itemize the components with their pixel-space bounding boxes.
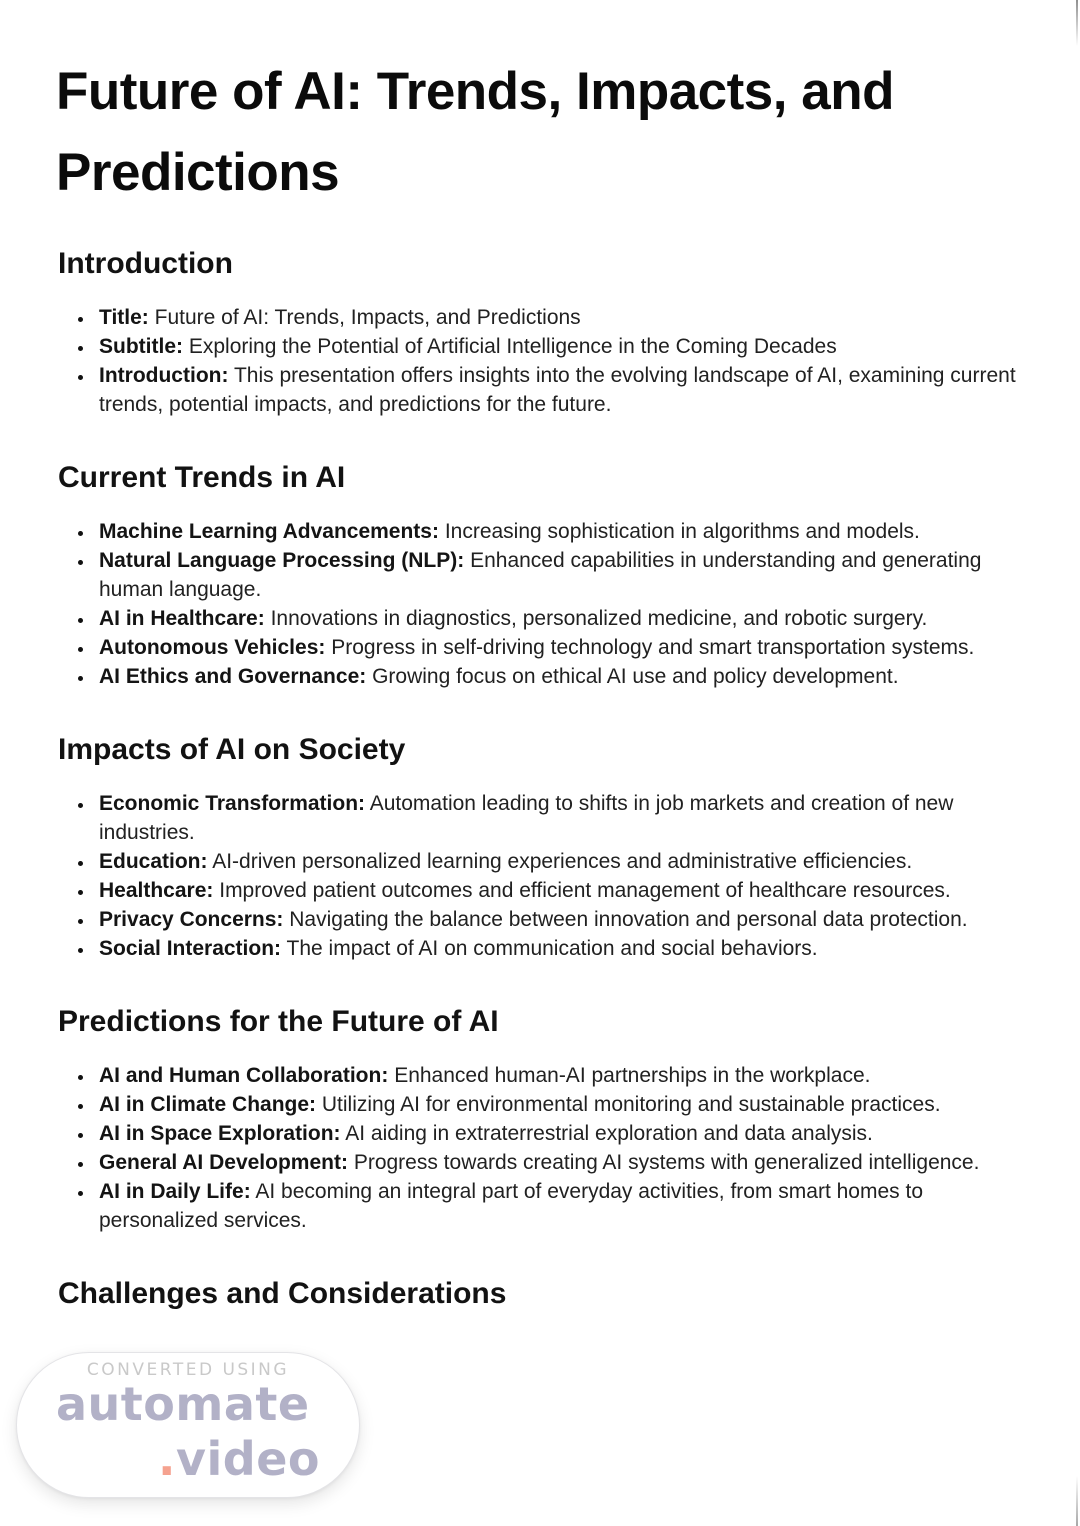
bullet-item (95, 847, 1024, 876)
bullet-text: Navigating the balance between innovation and personal data protection. (289, 908, 968, 932)
bullet-label: Subtitle: (99, 335, 183, 359)
watermark-brand-logo (56, 1377, 320, 1487)
watermark-brand-video-text: video (176, 1432, 320, 1486)
bullet-item (95, 1177, 1024, 1235)
bullet-text: Progress in self-driving technology and smart transportation systems. (331, 636, 975, 660)
watermark-brand-automate: automate (56, 1377, 310, 1431)
bullet-item (95, 332, 1024, 361)
bullet-item (95, 1148, 1024, 1177)
bullet-list-introduction (56, 303, 1024, 419)
bullet-label: Education: (99, 850, 208, 874)
bullet-item (95, 546, 1024, 604)
bullet-item (95, 604, 1024, 633)
bullet-item (95, 662, 1024, 691)
bullet-label: AI in Healthcare: (99, 607, 265, 631)
bullet-label: Introduction: (99, 364, 229, 388)
bullet-text: Automation leading to shifts in job markets and creation of new industries. (99, 792, 954, 845)
bullet-text: The impact of AI on communication and social behaviors. (286, 937, 818, 961)
bullet-item (95, 905, 1024, 934)
bullet-text: Exploring the Potential of Artificial Intelligence in the Coming Decades (188, 335, 837, 359)
section-current-trends (56, 461, 1024, 691)
scrollbar-fragment-bottom[interactable] (1076, 1476, 1078, 1526)
bullet-label: AI in Space Exploration: (99, 1122, 341, 1146)
bullet-text: Enhanced human-AI partnerships in the workplace. (394, 1064, 871, 1088)
bullet-label: AI in Daily Life: (99, 1180, 251, 1204)
bullet-list-impacts (56, 789, 1024, 963)
bullet-item (95, 361, 1024, 419)
bullet-text: AI becoming an integral part of everyday activities, from smart homes to personalized services. (99, 1180, 923, 1233)
bullet-text: Improved patient outcomes and efficient management of healthcare resources. (219, 879, 951, 903)
bullet-item (95, 789, 1024, 847)
bullet-item (95, 1119, 1024, 1148)
bullet-label: Privacy Concerns: (99, 908, 284, 932)
bullet-text: Future of AI: Trends, Impacts, and Predictions (154, 306, 581, 330)
bullet-label: Social Interaction: (99, 937, 282, 961)
section-impacts (56, 733, 1024, 963)
bullet-text: Increasing sophistication in algorithms and models. (444, 520, 920, 544)
bullet-label: AI in Climate Change: (99, 1093, 317, 1117)
section-heading-current-trends: Current Trends in AI (58, 461, 346, 495)
scrollbar-fragment-top[interactable] (1076, 0, 1078, 46)
bullet-label: General AI Development: (99, 1151, 348, 1175)
watermark-converted-text: CONVERTED USING (86, 1360, 290, 1380)
bullet-text: Innovations in diagnostics, personalized medicine, and robotic surgery. (270, 607, 928, 631)
bullet-item (95, 1090, 1024, 1119)
bullet-item (95, 1061, 1024, 1090)
bullet-item (95, 517, 1024, 546)
watermark-brand-dot: . (158, 1432, 177, 1486)
bullet-item (95, 934, 1024, 963)
bullet-label: Healthcare: (99, 879, 214, 903)
bullet-text: This presentation offers insights into the evolving landscape of AI, examining current trends, potential impacts, and predictions for the future. (99, 364, 1016, 417)
bullet-label: Machine Learning Advancements: (99, 520, 439, 544)
page-title: Future of AI: Trends, Impacts, and Predictions (56, 62, 894, 202)
bullet-text: AI aiding in extraterrestrial exploration and data analysis. (345, 1122, 873, 1146)
section-heading-challenges: Challenges and Considerations (58, 1277, 507, 1311)
bullet-text: Enhanced capabilities in understanding and generating human language. (99, 549, 982, 602)
bullet-label: Economic Transformation: (99, 792, 366, 816)
bullet-list-predictions (56, 1061, 1024, 1235)
section-predictions (56, 1005, 1024, 1235)
watermark-brand-video (56, 1432, 320, 1487)
section-heading-introduction: Introduction (58, 247, 233, 281)
section-heading-impacts: Impacts of AI on Society (58, 733, 406, 767)
bullet-label: AI Ethics and Governance: (99, 665, 367, 689)
bullet-item (95, 303, 1024, 332)
bullet-item (95, 876, 1024, 905)
bullet-label: Natural Language Processing (NLP): (99, 549, 465, 573)
section-challenges (56, 1277, 1024, 1311)
section-heading-predictions: Predictions for the Future of AI (58, 1005, 499, 1039)
bullet-label: Title: (99, 306, 149, 330)
bullet-item (95, 633, 1024, 662)
bullet-label: AI and Human Collaboration: (99, 1064, 389, 1088)
bullet-text: AI-driven personalized learning experiences and administrative efficiencies. (212, 850, 913, 874)
bullet-label: Autonomous Vehicles: (99, 636, 326, 660)
bullet-text: Growing focus on ethical AI use and policy development. (372, 665, 899, 689)
bullet-text: Progress towards creating AI systems with generalized intelligence. (353, 1151, 980, 1175)
section-introduction (56, 247, 1024, 419)
bullet-list-current-trends (56, 517, 1024, 691)
watermark-pill (16, 1352, 360, 1498)
bullet-text: Utilizing AI for environmental monitoring and sustainable practices. (321, 1093, 941, 1117)
